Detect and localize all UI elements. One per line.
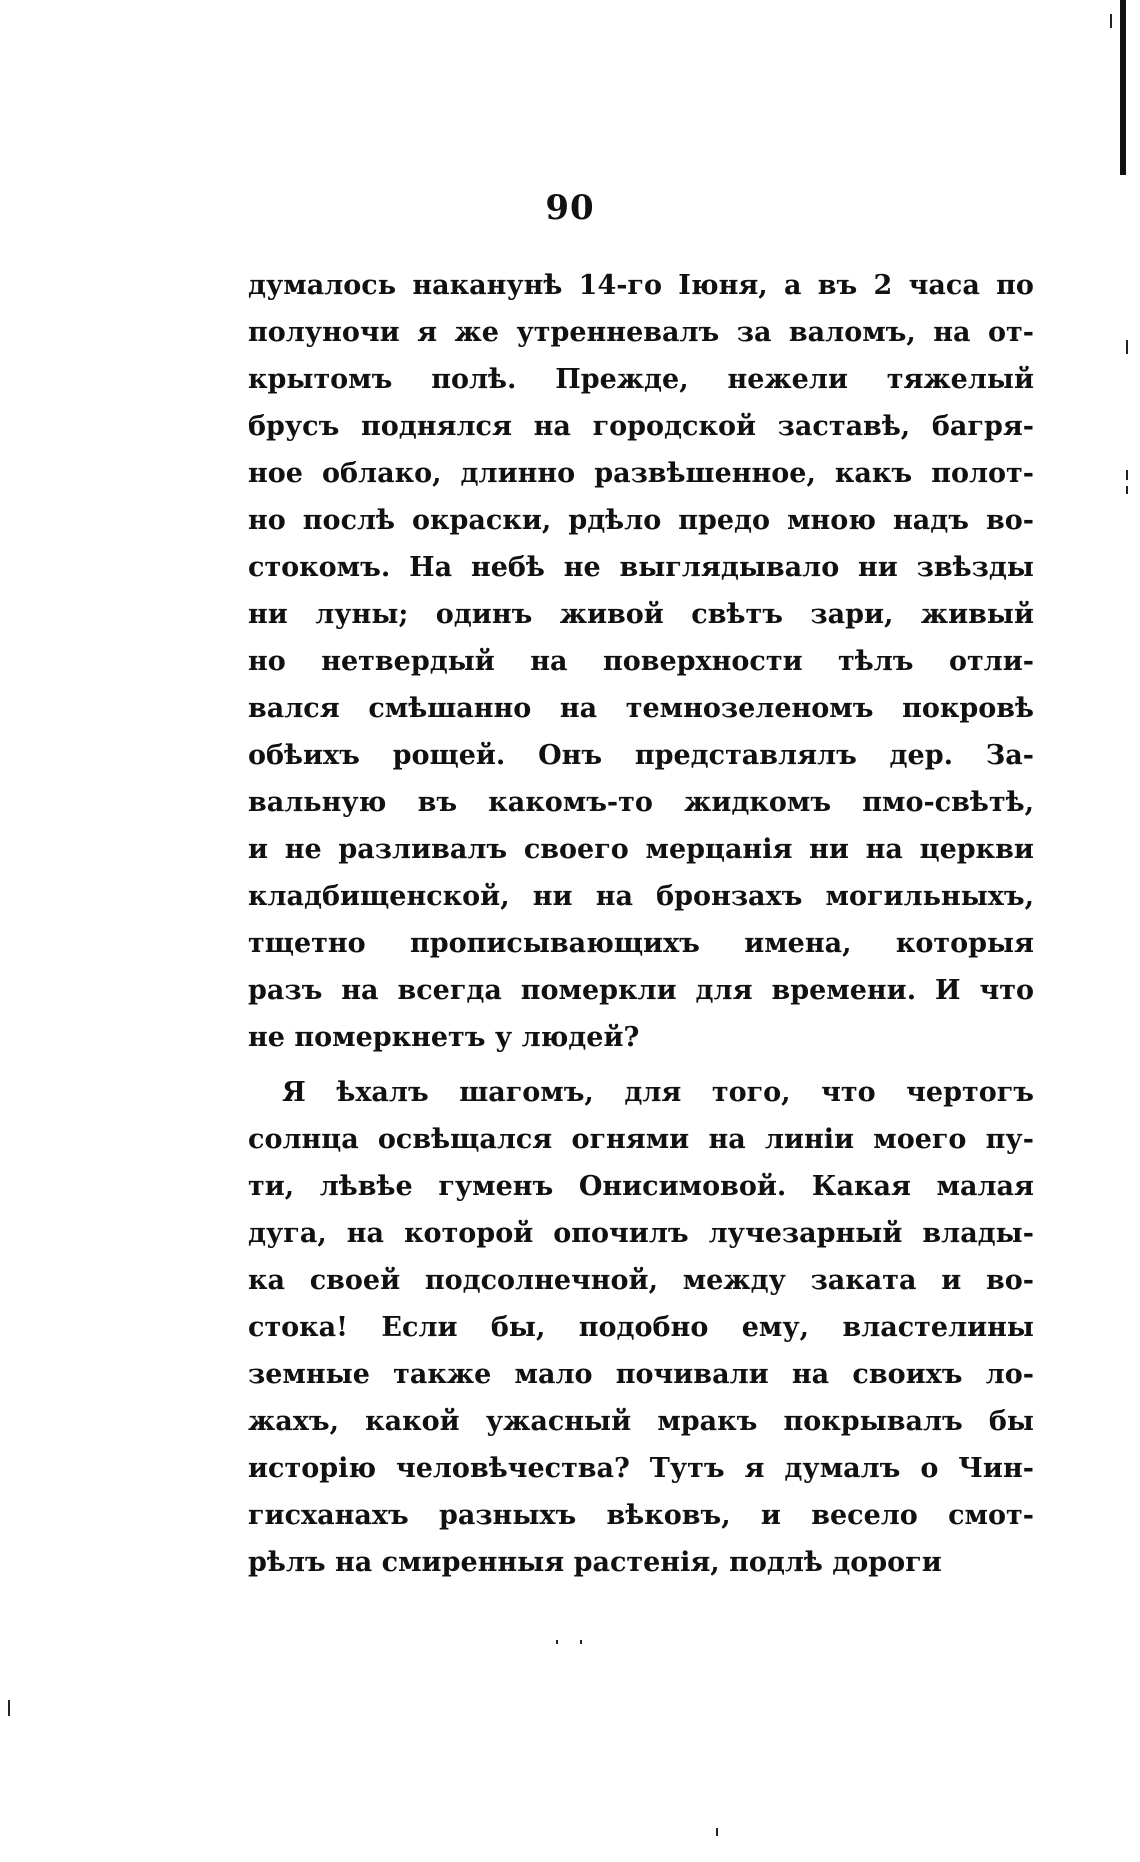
scan-dust-mark: [580, 1640, 582, 1644]
text-line: обѣихъ рощей. Онъ представлялъ дер. За-: [248, 740, 1034, 771]
text-line: стокомъ. На небѣ не выглядывало ни звѣзды: [248, 552, 1034, 583]
scan-dust-mark: [1126, 486, 1128, 494]
text-line: жахъ, какой ужасный мракъ покрывалъ бы: [248, 1406, 1034, 1437]
scan-dust-mark: [8, 1700, 10, 1716]
text-line: земные также мало почивали на своихъ ло-: [248, 1359, 1034, 1390]
text-line: но послѣ окраски, рдѣло предо мною надъ во-: [248, 505, 1034, 536]
text-line: рѣлъ на смиренныя растенія, подлѣ дороги: [248, 1547, 942, 1578]
paragraph-gap: [248, 1061, 1034, 1069]
text-line: думалось наканунѣ 14-го Іюня, а въ 2 часа по: [248, 270, 1034, 301]
scan-dust-mark: [1126, 470, 1128, 480]
scan-edge-mark: [1120, 0, 1126, 175]
text-line: ка своей подсолнечной, между заката и во-: [248, 1265, 1034, 1296]
text-line: крытомъ полѣ. Прежде, нежели тяжелый: [248, 364, 1034, 395]
text-line: но нетвердый на поверхности тѣлъ отли-: [248, 646, 1034, 677]
text-line: исторію человѣчества? Тутъ я думалъ о Чин-: [248, 1453, 1034, 1484]
text-line: Я ѣхалъ шагомъ, для того, что чертогъ: [282, 1077, 1034, 1108]
scan-dust-mark: [556, 1640, 558, 1644]
scan-dust-mark: [716, 1828, 718, 1836]
text-line: полуночи я же утренневалъ за валомъ, на от-: [248, 317, 1034, 348]
text-line: стока! Если бы, подобно ему, властелины: [248, 1312, 1034, 1343]
text-line: гисханахъ разныхъ вѣковъ, и весело смот-: [248, 1500, 1034, 1531]
text-line: кладбищенской, ни на бронзахъ могильныхъ,: [248, 881, 1034, 912]
text-line: и не разливалъ своего мерцанія ни на церкви: [248, 834, 1034, 865]
text-line: разъ на всегда померкли для времени. И что: [248, 975, 1034, 1006]
text-line: не померкнетъ у людей?: [248, 1022, 640, 1053]
text-line: ное облако, длинно развѣшенное, какъ полот-: [248, 458, 1034, 489]
text-line: вался смѣшанно на темнозеленомъ покровѣ: [248, 693, 1034, 724]
text-line: дуга, на которой опочилъ лучезарный влады-: [248, 1218, 1034, 1249]
page-number: 90: [545, 188, 595, 228]
body-text: [248, 262, 1034, 1586]
text-line: ни луны; одинъ живой свѣтъ зари, живый: [248, 599, 1034, 630]
text-line: тщетно прописывающихъ имена, которыя: [248, 928, 1034, 959]
scan-dust-mark: [1126, 340, 1128, 354]
scan-dust-mark: [1110, 14, 1112, 28]
text-line: солнца освѣщался огнями на линіи моего пу-: [248, 1124, 1034, 1155]
text-line: ти, лѣвѣе гуменъ Онисимовой. Какая малая: [248, 1171, 1034, 1202]
text-line: вальную въ какомъ-то жидкомъ пмо-свѣтѣ,: [248, 787, 1034, 818]
text-line: брусъ поднялся на городской заставѣ, багря-: [248, 411, 1034, 442]
